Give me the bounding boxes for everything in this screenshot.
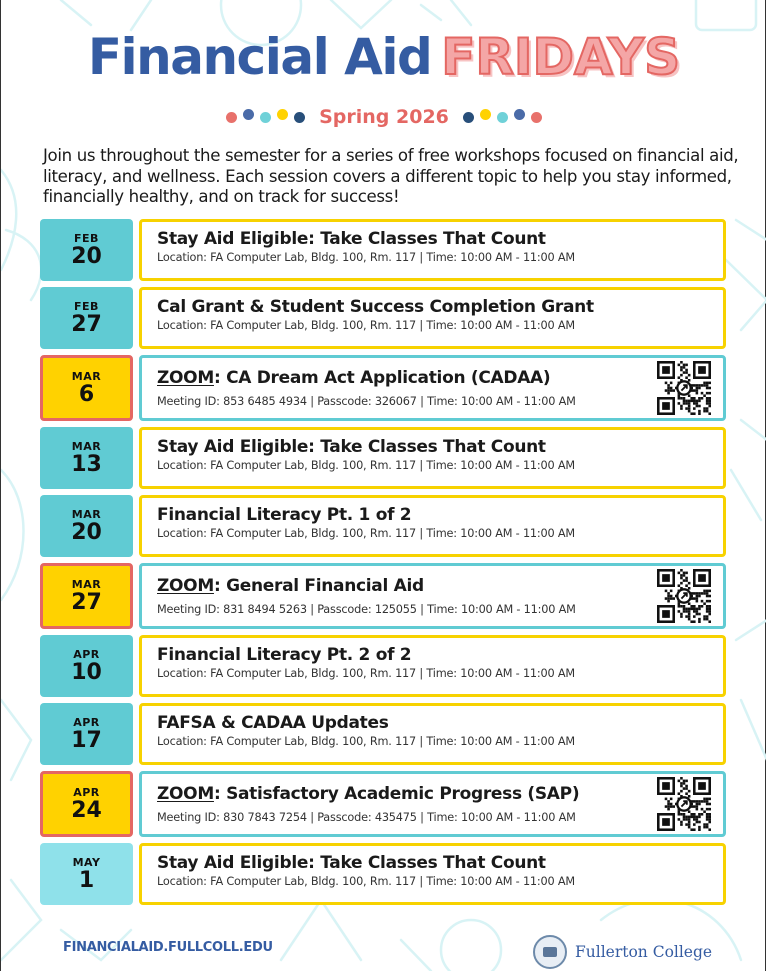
session-date-badge <box>40 635 133 697</box>
qr-code-icon[interactable] <box>657 569 711 623</box>
session-month: APR <box>73 647 100 661</box>
qr-code-icon[interactable] <box>657 361 711 415</box>
college-logo <box>533 935 712 969</box>
title-fridays: FRIDAYS <box>441 28 681 86</box>
session-month: APR <box>73 715 100 729</box>
session-details: Location: FA Computer Lab, Bldg. 100, Rm. 117 | Time: 10:00 AM - 11:00 AM <box>157 735 575 748</box>
qr-code-icon[interactable] <box>657 777 711 831</box>
session-day: 24 <box>71 797 102 823</box>
session-title: Stay Aid Eligible: Take Classes That Count <box>157 853 546 873</box>
session-card <box>139 427 726 489</box>
session-date-badge <box>40 563 133 629</box>
decorative-dot-icon <box>497 112 508 123</box>
session-date-badge <box>40 703 133 765</box>
session-title <box>157 576 723 596</box>
session-day: 27 <box>71 589 102 615</box>
session-title <box>157 784 723 804</box>
session-card <box>139 287 726 349</box>
session-details: Location: FA Computer Lab, Bldg. 100, Rm. 117 | Time: 10:00 AM - 11:00 AM <box>157 875 575 888</box>
session-day: 6 <box>78 381 95 407</box>
session-title: Financial Literacy Pt. 2 of 2 <box>157 645 412 665</box>
session-details: Location: FA Computer Lab, Bldg. 100, Rm. 117 | Time: 10:00 AM - 11:00 AM <box>157 319 575 332</box>
decorative-dot-icon <box>277 109 288 120</box>
session-row <box>40 703 726 765</box>
session-date-badge <box>40 287 133 349</box>
session-day: 13 <box>71 451 102 477</box>
session-row <box>40 219 726 281</box>
session-title-text: : Satisfactory Academic Progress (SAP) <box>213 784 580 804</box>
session-card <box>139 495 726 557</box>
decorative-dot-icon <box>463 112 474 123</box>
session-date-badge <box>40 843 133 905</box>
session-card <box>139 563 726 629</box>
session-title: Financial Literacy Pt. 1 of 2 <box>157 505 412 525</box>
session-day: 20 <box>71 519 102 545</box>
session-row <box>40 563 726 629</box>
session-title-text: : General Financial Aid <box>213 576 424 596</box>
session-day: 27 <box>71 311 102 337</box>
session-month: MAR <box>71 439 102 453</box>
college-name: Fullerton College <box>575 943 713 961</box>
session-details: Location: FA Computer Lab, Bldg. 100, Rm. 117 | Time: 10:00 AM - 11:00 AM <box>157 527 575 540</box>
session-schedule <box>40 219 726 911</box>
session-card <box>139 635 726 697</box>
decorative-dot-icon <box>226 112 237 123</box>
session-row <box>40 355 726 421</box>
session-day: 1 <box>78 867 95 893</box>
session-month: FEB <box>74 299 99 313</box>
session-title: Stay Aid Eligible: Take Classes That Count <box>157 437 546 457</box>
session-row <box>40 771 726 837</box>
session-card <box>139 355 726 421</box>
session-day: 10 <box>71 659 102 685</box>
session-month: MAY <box>72 855 101 869</box>
page-title <box>1 28 766 86</box>
session-day: 20 <box>71 243 102 269</box>
session-date-badge <box>40 771 133 837</box>
session-date-badge <box>40 495 133 557</box>
decorative-dot-icon <box>243 109 254 120</box>
zoom-label: ZOOM <box>157 368 214 388</box>
session-card <box>139 703 726 765</box>
session-details: Meeting ID: 830 7843 7254 | Passcode: 435475 | Time: 10:00 AM - 11:00 AM <box>157 811 576 824</box>
semester-banner <box>1 106 766 128</box>
decorative-dot-icon <box>531 112 542 123</box>
session-day: 17 <box>71 727 102 753</box>
session-details: Location: FA Computer Lab, Bldg. 100, Rm. 117 | Time: 10:00 AM - 11:00 AM <box>157 667 575 680</box>
title-financial-aid: Financial Aid <box>87 28 432 86</box>
session-card <box>139 219 726 281</box>
session-month: MAR <box>71 577 102 591</box>
session-details: Location: FA Computer Lab, Bldg. 100, Rm. 117 | Time: 10:00 AM - 11:00 AM <box>157 251 575 264</box>
session-row <box>40 427 726 489</box>
decorative-dot-icon <box>260 112 271 123</box>
session-row <box>40 287 726 349</box>
session-details: Meeting ID: 831 8494 5263 | Passcode: 125055 | Time: 10:00 AM - 11:00 AM <box>157 603 576 616</box>
session-date-badge <box>40 219 133 281</box>
session-row <box>40 843 726 905</box>
session-month: FEB <box>74 231 99 245</box>
decorative-dot-icon <box>294 112 305 123</box>
session-title <box>157 368 723 388</box>
session-title: FAFSA & CADAA Updates <box>157 713 389 733</box>
decorative-dot-icon <box>514 109 525 120</box>
session-month: APR <box>73 785 100 799</box>
session-month: MAR <box>71 369 102 383</box>
footer <box>1 935 766 965</box>
website-link[interactable]: FINANCIALAID.FULLCOLL.EDU <box>63 940 273 955</box>
session-row <box>40 635 726 697</box>
session-card <box>139 771 726 837</box>
decorative-dot-icon <box>480 109 491 120</box>
session-date-badge <box>40 427 133 489</box>
intro-paragraph: Join us throughout the semester for a series of free workshops focused on financial aid, literacy, and wellness. Each session covers a different topic to help you stay informed, financially healthy, and on track for success! <box>43 146 739 206</box>
session-details: Meeting ID: 853 6485 4934 | Passcode: 326067 | Time: 10:00 AM - 11:00 AM <box>157 395 576 408</box>
session-title: Stay Aid Eligible: Take Classes That Count <box>157 229 546 249</box>
session-title: Cal Grant & Student Success Completion Grant <box>157 297 594 317</box>
college-seal-icon <box>533 935 567 969</box>
session-card <box>139 843 726 905</box>
session-month: MAR <box>71 507 102 521</box>
semester-label: Spring 2026 <box>319 106 449 128</box>
session-row <box>40 495 726 557</box>
session-details: Location: FA Computer Lab, Bldg. 100, Rm. 117 | Time: 10:00 AM - 11:00 AM <box>157 459 575 472</box>
zoom-label: ZOOM <box>157 784 214 804</box>
zoom-label: ZOOM <box>157 576 214 596</box>
session-date-badge <box>40 355 133 421</box>
session-title-text: : CA Dream Act Application (CADAA) <box>213 368 551 388</box>
